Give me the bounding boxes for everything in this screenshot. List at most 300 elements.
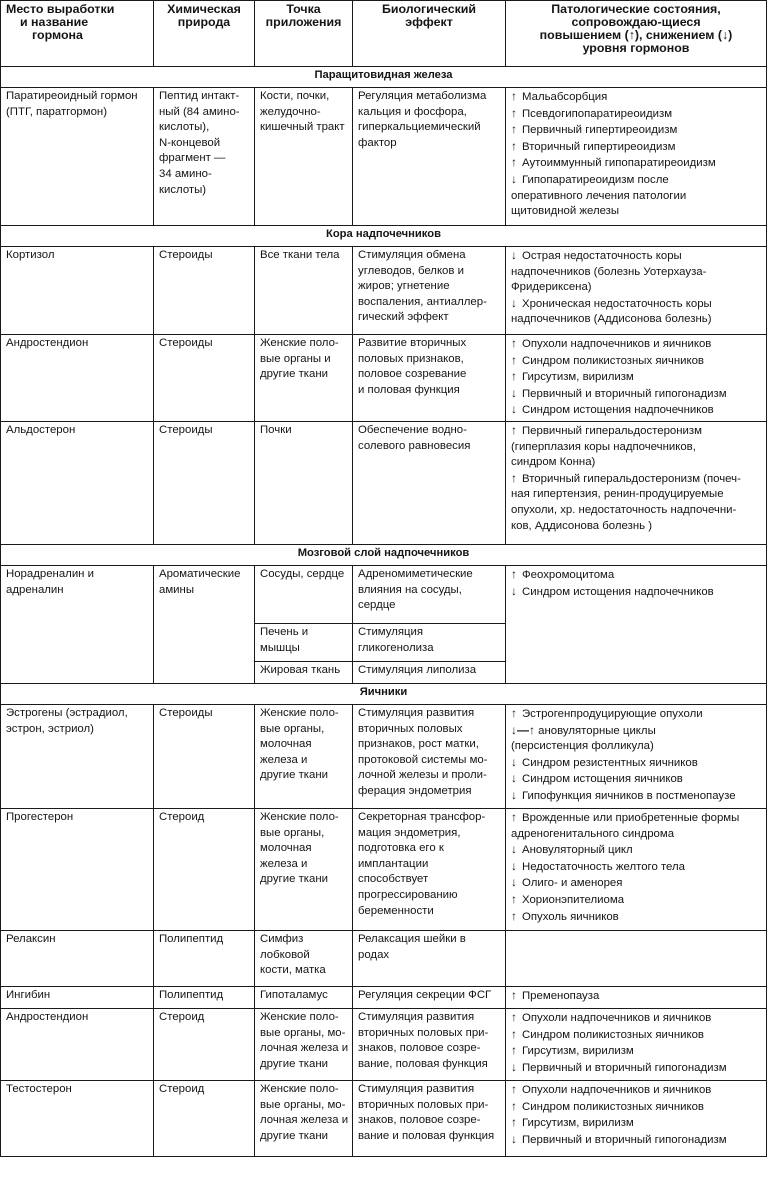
condition-item [511, 1082, 763, 1099]
table-row [1, 88, 767, 226]
pathological-conditions [506, 705, 767, 809]
condition-item [511, 204, 763, 220]
condition-text: Синдром истощения яичников [522, 773, 683, 786]
cell-line: гликогенолиза [358, 641, 434, 654]
arrow-down-icon: ↓ [511, 1059, 517, 1074]
cell-line: Женские поло- [260, 811, 339, 823]
condition-item [511, 909, 763, 926]
cell-line: Стероид [159, 1011, 205, 1023]
condition-text: адреногенитального синдрома [511, 827, 675, 840]
condition-item [511, 988, 763, 1005]
cell-line: другие ткани [260, 873, 329, 886]
target-site [255, 662, 353, 684]
condition-text: Синдром истощения надпочечников [522, 404, 714, 417]
cell-line: Гипоталамус [260, 989, 328, 1001]
chemical-nature [154, 705, 255, 809]
hormone-name [1, 422, 154, 545]
condition-text: Пременопауза [522, 990, 600, 1002]
condition-item [511, 875, 763, 892]
target-site [255, 705, 353, 809]
cell-line: Эстрогены (эстрадиол, [6, 707, 128, 719]
arrow-up-icon: ↑ [511, 138, 517, 153]
cell-line: и половая функция [358, 383, 460, 396]
cell-line: углеводов, белков и [358, 264, 464, 277]
chemical-nature [154, 422, 255, 545]
cell-line: фрагмент — [159, 152, 226, 165]
arrow-up-icon: ↑ [511, 122, 517, 137]
arrow-up-icon: ↑ [511, 567, 517, 581]
condition-text: Вторичный гипертиреоидизм [522, 140, 676, 153]
arrow-up-icon: ↑ [511, 891, 517, 906]
cell-line: Печень и [260, 626, 309, 638]
arrow-down-icon: ↓ [511, 295, 517, 310]
biological-effect [353, 809, 506, 931]
arrow-up-icon: ↑ [511, 908, 517, 923]
target-site [255, 1081, 353, 1157]
arrow-up-icon: ↑ [511, 336, 517, 350]
arrow-down-icon: ↓ [511, 842, 517, 857]
table-row [1, 422, 767, 545]
condition-text: Феохромоцитома [522, 569, 615, 581]
condition-item [511, 139, 763, 156]
condition-text: (гиперплазия коры надпочечников, [511, 440, 696, 453]
cell-line: вые органы, мо- [260, 1026, 346, 1039]
condition-text: Ановуляторный цикл [522, 844, 633, 857]
chemical-nature [154, 1009, 255, 1081]
biological-effect [353, 624, 506, 662]
cell-line: влияния на сосуды, [358, 583, 462, 596]
arrow-up-icon: ↑ [511, 105, 517, 120]
condition-item [511, 842, 763, 859]
header-nature: Химическая природа [154, 1, 255, 67]
chemical-nature [154, 1081, 255, 1157]
biological-effect [353, 987, 506, 1009]
biological-effect [353, 566, 506, 624]
arrow-up-icon: ↑ [511, 1082, 517, 1096]
biological-effect [353, 1081, 506, 1157]
condition-item [511, 859, 763, 876]
arrow-down-icon: ↓ [511, 771, 517, 786]
cell-line: гический эффект [358, 311, 449, 324]
arrow-up-icon: ↑ [511, 1098, 517, 1113]
hormone-name [1, 931, 154, 987]
cell-line: Женские поло- [260, 707, 339, 719]
condition-item [511, 755, 763, 772]
cell-line: Стероиды [159, 424, 213, 436]
condition-item [511, 1099, 763, 1116]
pathological-conditions [506, 422, 767, 545]
condition-text: надпочечников (Аддисонова болезнь) [511, 313, 712, 326]
condition-text: (персистенция фолликула) [511, 740, 654, 753]
arrow-up-icon: ↑ [511, 988, 517, 1002]
condition-item [511, 723, 763, 740]
cell-line: мация эндометрия, [358, 826, 461, 839]
condition-text: Фридериксена) [511, 281, 592, 294]
cell-line: кишечный тракт [260, 121, 345, 134]
header-place: Место выработки и название гормона [1, 1, 154, 67]
condition-item [511, 739, 763, 755]
hormone-name [1, 247, 154, 335]
cell-line: Андростендион [6, 1011, 89, 1023]
condition-text: Первичный гиперальдостеронизм [522, 425, 702, 437]
condition-text: Первичный и вторичный гипогонадизм [522, 1133, 727, 1146]
cell-line: Релаксин [6, 933, 56, 945]
condition-item [511, 402, 763, 419]
cell-line: солевого равновесия [358, 439, 471, 452]
cell-line: знаков, половое созре- [358, 1042, 481, 1055]
cell-line: Женские поло- [260, 337, 339, 349]
target-site [255, 335, 353, 422]
arrow-down-icon: ↓ [511, 754, 517, 769]
arrow-down-icon: ↓ [511, 402, 517, 417]
target-site [255, 809, 353, 931]
cell-line: Норадреналин и [6, 568, 94, 580]
condition-text: Мальабсорбция [522, 91, 608, 103]
cell-line: Регуляция секреции ФСГ [358, 989, 492, 1001]
condition-item [511, 771, 763, 788]
cell-line: железа и [260, 753, 308, 766]
cell-line: кости, матка [260, 964, 326, 977]
condition-text: Врожденные или приобретенные формы [522, 812, 740, 824]
cell-line: мышцы [260, 641, 300, 654]
condition-text: Гирсутизм, вирилизм [522, 371, 634, 384]
cell-line: Стероиды [159, 249, 213, 261]
cell-line: родах [358, 948, 390, 961]
biological-effect [353, 1009, 506, 1081]
arrow-down-icon: ↓ [511, 858, 517, 873]
cell-line: Стероиды [159, 337, 213, 349]
pathological-conditions [506, 809, 767, 931]
pathological-conditions [506, 566, 767, 684]
condition-item [511, 423, 763, 440]
cell-line: лочной железы и проли- [358, 769, 487, 782]
condition-item [511, 487, 763, 503]
condition-item [511, 810, 763, 827]
section-row [1, 684, 767, 705]
condition-item [511, 1132, 763, 1149]
biological-effect [353, 335, 506, 422]
hormone-name [1, 566, 154, 684]
arrow-up-icon: ↑ [511, 89, 517, 103]
arrow-down-icon: ↓ [511, 875, 517, 890]
condition-item [511, 353, 763, 370]
cell-line: вторичных половых при- [358, 1026, 489, 1039]
cell-line: Стимуляция липолиза [358, 664, 477, 676]
target-site [255, 247, 353, 335]
target-site [255, 88, 353, 226]
cell-line: другие ткани [260, 769, 329, 782]
condition-item [511, 280, 763, 296]
condition-item [511, 788, 763, 805]
cell-line: Полипептид [159, 933, 224, 945]
condition-item [511, 455, 763, 471]
condition-text: Гипофункция яичников в постменопаузе [522, 789, 736, 802]
cell-line: подготовка его к [358, 842, 444, 855]
cell-line: Регуляция метаболизма [358, 90, 487, 102]
condition-text: Синдром поликистозных яичников [522, 1100, 704, 1113]
cell-line: Симфиз [260, 933, 304, 945]
cell-line: Жировая ткань [260, 664, 341, 676]
cell-line: амины [159, 583, 195, 596]
cell-line: Андростендион [6, 337, 89, 349]
table-row [1, 1009, 767, 1081]
condition-text: Острая недостаточность коры [522, 250, 682, 262]
header-row [1, 1, 767, 67]
section-title: Яичники [1, 684, 767, 705]
hormone-name [1, 1081, 154, 1157]
arrow-up-icon: ↑ [511, 1010, 517, 1024]
header-effect: Биологический эффект [353, 1, 506, 67]
cell-line: знаков, половое созре- [358, 1114, 481, 1127]
arrow-up-icon: ↑ [511, 423, 517, 437]
cell-line: 34 амино- [159, 167, 212, 180]
condition-text: ная гипертензия, ренин-продуцируемые [511, 488, 724, 501]
condition-item [511, 892, 763, 909]
arrow-up-icon: ↑ [511, 470, 517, 485]
cell-line: вые органы, [260, 826, 325, 839]
cell-line: Стероиды [159, 707, 213, 719]
cell-line: вторичных половых [358, 722, 463, 735]
arrow-up-icon: ↑ [511, 810, 517, 824]
cell-line: признаков, рост матки, [358, 738, 479, 751]
condition-text: щитовидной железы [511, 205, 620, 218]
cell-line: Стероид [159, 811, 205, 823]
cell-line: ферация эндометрия [358, 784, 472, 797]
cell-line: (ПТГ, паратгормон) [6, 105, 108, 118]
condition-item [511, 1010, 763, 1027]
cell-line: N-концевой [159, 136, 221, 149]
condition-text: Хорионэпителиома [522, 893, 625, 906]
condition-item [511, 440, 763, 456]
cell-line: протоковой системы мо- [358, 753, 488, 766]
condition-text: Синдром истощения надпочечников [522, 585, 714, 598]
condition-text: Опухоли надпочечников и яичников [522, 1084, 712, 1096]
condition-text: Синдром резистентных яичников [522, 756, 698, 769]
cell-line: Паратиреоидный гормон [6, 90, 138, 102]
arrow-up-icon: ↑ [511, 1043, 517, 1058]
cell-line: Кортизол [6, 249, 55, 261]
condition-text: Гипопаратиреоидизм после [522, 173, 669, 186]
cell-line: вание и половая функция [358, 1129, 495, 1142]
cell-line: Ингибин [6, 989, 51, 1001]
cell-line: Кости, почки, [260, 90, 330, 102]
condition-item [511, 265, 763, 281]
cell-line: другие ткани [260, 1057, 329, 1070]
condition-text: опухоли, хр. недостаточность надпочечни- [511, 503, 737, 516]
condition-item [511, 106, 763, 123]
condition-item [511, 248, 763, 265]
cell-line: кальция и фосфора, [358, 105, 467, 118]
cell-line: Почки [260, 424, 292, 436]
condition-item [511, 296, 763, 313]
condition-text: Опухоли надпочечников и яичников [522, 1012, 712, 1024]
cell-line: Секреторная трансфор- [358, 811, 486, 823]
arrow-up-icon: ↑ [511, 369, 517, 384]
pathological-conditions [506, 247, 767, 335]
cell-line: вые органы, [260, 722, 325, 735]
cell-line: жиров; угнетение [358, 280, 450, 293]
pathological-conditions [506, 931, 767, 987]
condition-item [511, 336, 763, 353]
arrow-up-icon: ↑ [511, 706, 517, 720]
cell-line: Адреномиметические [358, 568, 473, 580]
cell-line: Стимуляция [358, 626, 424, 638]
target-site [255, 566, 353, 624]
cell-line: гиперкальциемический [358, 121, 481, 134]
cell-line: прогрессированию [358, 888, 458, 901]
table-row [1, 335, 767, 422]
cell-line: Все ткани тела [260, 249, 340, 261]
arrow-down-icon: ↓ [511, 787, 517, 802]
hormone-name [1, 1009, 154, 1081]
condition-item [511, 471, 763, 488]
cell-line: способствует [358, 873, 429, 886]
arrow-down-icon: ↓ [511, 171, 517, 186]
cell-line: Ароматические [159, 568, 241, 580]
biological-effect [353, 705, 506, 809]
cell-line: вые органы, мо- [260, 1098, 346, 1111]
arrow-down-icon: ↓ [511, 248, 517, 262]
cell-line: воспаления, антиаллер- [358, 295, 487, 308]
target-site [255, 931, 353, 987]
cell-line: лобковой [260, 948, 310, 961]
condition-item [511, 89, 763, 106]
table-row [1, 1081, 767, 1157]
hormone-name [1, 809, 154, 931]
cell-line: желудочно- [260, 105, 321, 118]
condition-text: синдром Конна) [511, 456, 596, 469]
target-site [255, 987, 353, 1009]
cell-line: кислоты) [159, 183, 207, 196]
header-target: Точка приложения [255, 1, 353, 67]
cell-line: молочная [260, 842, 312, 855]
biological-effect [353, 931, 506, 987]
chemical-nature [154, 809, 255, 931]
arrow-up-icon: ↑ [511, 155, 517, 170]
target-site [255, 422, 353, 545]
cell-line: половое созревание [358, 368, 467, 381]
header-conditions: Патологические состояния, сопровождаю-щиеся повышением (↑), снижением (↓) уровня гормонов [506, 1, 767, 67]
condition-item [511, 584, 763, 601]
hormone-name [1, 705, 154, 809]
condition-text: оперативного лечения патологии [511, 189, 687, 202]
table-row [1, 705, 767, 809]
condition-text: Аутоиммунный гипопаратиреоидизм [522, 157, 716, 170]
condition-text: ков, Аддисонова болезнь ) [511, 519, 653, 532]
section-title: Паращитовидная железа [1, 67, 767, 88]
cell-line: Обеспечение водно- [358, 424, 467, 436]
cell-line: вание, половая функция [358, 1057, 488, 1070]
arrow-down-icon: ↓ [511, 583, 517, 598]
cell-line: фактор [358, 136, 397, 149]
chemical-nature [154, 88, 255, 226]
biological-effect [353, 88, 506, 226]
chemical-nature [154, 987, 255, 1009]
condition-text: Опухоли надпочечников и яичников [522, 338, 712, 350]
condition-text: ановуляторные циклы [535, 724, 656, 737]
cell-line: имплантации [358, 857, 429, 870]
hormone-name [1, 88, 154, 226]
table-row [1, 931, 767, 987]
pathological-conditions [506, 335, 767, 422]
biological-effect [353, 662, 506, 684]
condition-item [511, 312, 763, 328]
condition-text: Олиго- и аменорея [522, 877, 623, 890]
condition-item [511, 503, 763, 519]
condition-item [511, 122, 763, 139]
condition-text: Первичный и вторичный гипогонадизм [522, 387, 727, 400]
cell-line: другие ткани [260, 1129, 329, 1142]
chemical-nature [154, 335, 255, 422]
condition-text: Гирсутизм, вирилизм [522, 1045, 634, 1058]
condition-item [511, 155, 763, 172]
arrow-down-icon: ↓ [511, 1131, 517, 1146]
hormone-name [1, 987, 154, 1009]
cell-line: Развитие вторичных [358, 337, 467, 349]
arrow-up-icon: ↑ [511, 1115, 517, 1130]
condition-item [511, 1060, 763, 1077]
condition-text: Синдром поликистозных яичников [522, 1028, 704, 1041]
cell-line: Пептид интакт- [159, 90, 240, 102]
chemical-nature [154, 247, 255, 335]
pathological-conditions [506, 88, 767, 226]
section-title: Мозговой слой надпочечников [1, 545, 767, 566]
condition-text: Синдром поликистозных яичников [522, 354, 704, 367]
cell-line: эстрон, эстриол) [6, 722, 94, 735]
table-row [1, 809, 767, 931]
condition-item [511, 1115, 763, 1132]
chemical-nature [154, 566, 255, 684]
condition-text: Эстрогенпродуцирующие опухоли [522, 708, 703, 720]
condition-text: Псевдогипопаратиреоидизм [522, 107, 673, 120]
condition-text: Первичный гипертиреоидизм [522, 124, 678, 137]
pathological-conditions [506, 1081, 767, 1157]
condition-item [511, 1027, 763, 1044]
condition-item [511, 172, 763, 189]
section-row [1, 67, 767, 88]
condition-item [511, 519, 763, 535]
condition-text: надпочечников (болезнь Уотерхауза- [511, 265, 707, 278]
cell-line: лочная железа и [260, 1042, 349, 1055]
cell-line: адреналин [6, 583, 64, 596]
table-row [1, 987, 767, 1009]
arrow-down-icon: ↓ [511, 385, 517, 400]
chemical-nature [154, 931, 255, 987]
cell-line: Стимуляция развития [358, 707, 475, 719]
cell-line: сердце [358, 599, 396, 612]
condition-text: Вторичный гиперальдостеронизм (почеч- [522, 472, 741, 485]
cell-line: Полипептид [159, 989, 224, 1001]
condition-item [511, 189, 763, 205]
condition-item [511, 567, 763, 584]
cell-line: лочная железа и [260, 1114, 349, 1127]
condition-item [511, 827, 763, 843]
table-row [1, 247, 767, 335]
cell-line: вые органы и [260, 352, 331, 365]
condition-text: Недостаточность желтого тела [522, 860, 685, 873]
section-row [1, 226, 767, 247]
cell-line: беременности [358, 904, 434, 917]
cell-line: Стимуляция развития [358, 1011, 475, 1023]
cell-line: Стимуляция обмена [358, 249, 466, 261]
cell-line: Альдостерон [6, 424, 76, 436]
target-site [255, 1009, 353, 1081]
arrow-up-icon: ↑ [511, 1026, 517, 1041]
cell-line: половых признаков, [358, 352, 464, 365]
biological-effect [353, 422, 506, 545]
cell-line: другие ткани [260, 368, 329, 381]
arrow-up-icon: ↑ [511, 352, 517, 367]
